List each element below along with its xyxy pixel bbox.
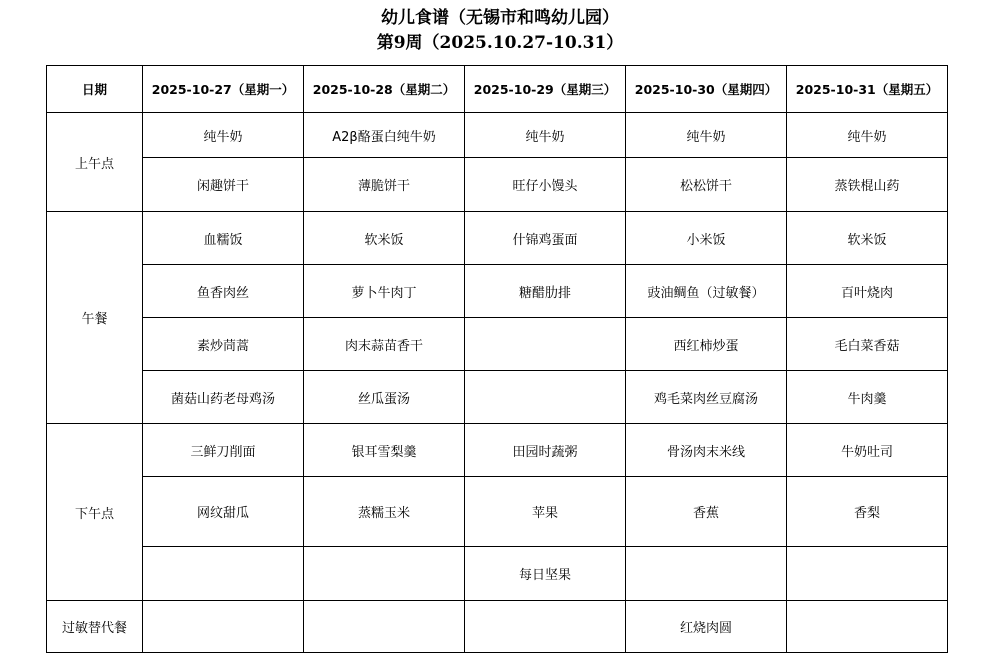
section-label-afternoon: 下午点 <box>47 424 143 601</box>
menu-cell: 纯牛奶 <box>465 113 626 158</box>
menu-cell: 菌菇山药老母鸡汤 <box>143 371 304 424</box>
menu-cell: 蒸铁棍山药 <box>787 158 948 212</box>
section-label-lunch: 午餐 <box>47 212 143 424</box>
menu-cell: 纯牛奶 <box>787 113 948 158</box>
menu-cell <box>465 601 626 653</box>
menu-cell: 毛白菜香菇 <box>787 318 948 371</box>
section-label-morning: 上午点 <box>47 113 143 212</box>
header-day-4: 2025-10-30（星期四） <box>626 66 787 113</box>
menu-cell: 牛奶吐司 <box>787 424 948 477</box>
menu-cell: 糖醋肋排 <box>465 265 626 318</box>
menu-cell: 纯牛奶 <box>143 113 304 158</box>
menu-cell: 百叶烧肉 <box>787 265 948 318</box>
menu-cell: 软米饭 <box>787 212 948 265</box>
menu-cell: 松松饼干 <box>626 158 787 212</box>
menu-cell: 田园时蔬粥 <box>465 424 626 477</box>
menu-cell: 纯牛奶 <box>626 113 787 158</box>
header-day-1: 2025-10-27（星期一） <box>143 66 304 113</box>
menu-cell: 红烧肉圆 <box>626 601 787 653</box>
menu-cell: 骨汤肉末米线 <box>626 424 787 477</box>
menu-cell: 每日坚果 <box>465 547 626 601</box>
header-day-5: 2025-10-31（星期五） <box>787 66 948 113</box>
menu-cell: 香蕉 <box>626 477 787 547</box>
menu-cell: 素炒茼蒿 <box>143 318 304 371</box>
menu-cell: 豉油鲷鱼（过敏餐） <box>626 265 787 318</box>
menu-cell <box>143 547 304 601</box>
menu-cell: 闲趣饼干 <box>143 158 304 212</box>
menu-cell <box>143 601 304 653</box>
menu-cell: 牛肉羹 <box>787 371 948 424</box>
menu-cell <box>787 601 948 653</box>
header-date-label: 日期 <box>47 66 143 113</box>
menu-cell: 软米饭 <box>304 212 465 265</box>
menu-cell: 什锦鸡蛋面 <box>465 212 626 265</box>
menu-cell: 薄脆饼干 <box>304 158 465 212</box>
table-row <box>47 547 948 601</box>
header-row <box>47 66 948 113</box>
menu-cell: 蒸糯玉米 <box>304 477 465 547</box>
table-row <box>47 113 948 158</box>
table-row <box>47 158 948 212</box>
menu-cell: 香梨 <box>787 477 948 547</box>
menu-cell <box>787 547 948 601</box>
menu-cell: 小米饭 <box>626 212 787 265</box>
table-row <box>47 318 948 371</box>
menu-cell: 鱼香肉丝 <box>143 265 304 318</box>
menu-cell: 网纹甜瓜 <box>143 477 304 547</box>
menu-cell: 苹果 <box>465 477 626 547</box>
menu-cell: A2β酪蛋白纯牛奶 <box>304 113 465 158</box>
menu-cell <box>465 318 626 371</box>
menu-table <box>46 65 948 653</box>
menu-cell <box>304 601 465 653</box>
table-row <box>47 424 948 477</box>
menu-cell: 血糯饭 <box>143 212 304 265</box>
section-label-allergy: 过敏替代餐 <box>47 601 143 653</box>
menu-cell: 肉末蒜苗香干 <box>304 318 465 371</box>
menu-cell <box>626 547 787 601</box>
menu-cell <box>304 547 465 601</box>
menu-cell: 银耳雪梨羹 <box>304 424 465 477</box>
menu-cell: 西红柿炒蛋 <box>626 318 787 371</box>
header-day-3: 2025-10-29（星期三） <box>465 66 626 113</box>
header-day-2: 2025-10-28（星期二） <box>304 66 465 113</box>
menu-cell: 丝瓜蛋汤 <box>304 371 465 424</box>
table-row <box>47 477 948 547</box>
menu-cell: 萝卜牛肉丁 <box>304 265 465 318</box>
menu-cell: 旺仔小馒头 <box>465 158 626 212</box>
table-row <box>47 371 948 424</box>
table-row <box>47 265 948 318</box>
menu-cell: 鸡毛菜肉丝豆腐汤 <box>626 371 787 424</box>
title-block <box>0 6 1000 56</box>
menu-cell <box>465 371 626 424</box>
page-title: 幼儿食谱（无锡市和鸣幼儿园） <box>381 8 619 28</box>
table-row <box>47 601 948 653</box>
menu-cell: 三鲜刀削面 <box>143 424 304 477</box>
page-subtitle: 第9周（2025.10.27-10.31） <box>376 33 624 53</box>
table-row <box>47 212 948 265</box>
